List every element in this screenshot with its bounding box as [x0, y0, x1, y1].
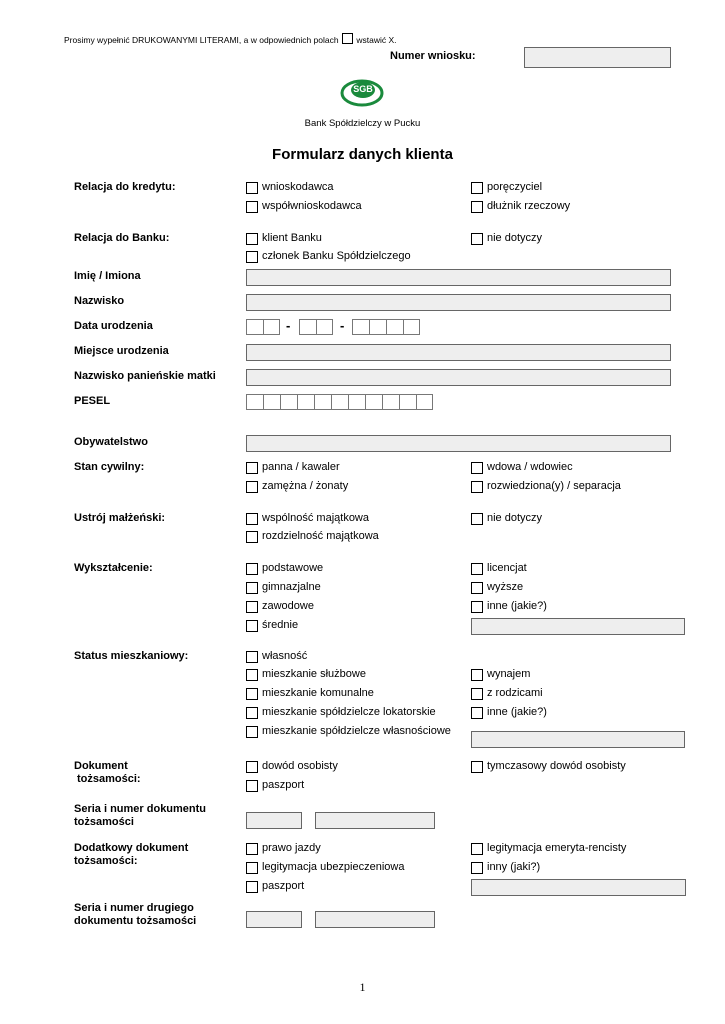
option-wspolwnioskodawca[interactable]: współwnioskodawca	[246, 200, 362, 213]
checkbox[interactable]	[246, 843, 258, 855]
citizenship-field[interactable]	[246, 435, 671, 452]
digit-cell[interactable]	[369, 319, 386, 335]
pesel-cells[interactable]	[246, 394, 433, 410]
option-spoldzielcze-lokatorskie[interactable]: mieszkanie spółdzielcze lokatorskie	[246, 706, 436, 719]
digit-cell[interactable]	[246, 394, 263, 410]
option-poreczyciel[interactable]: poręczyciel	[471, 181, 542, 194]
option-prawo-jazdy[interactable]: prawo jazdy	[246, 842, 321, 855]
additional-document-other-field[interactable]	[471, 879, 686, 896]
fill-instruction	[64, 33, 397, 45]
option-inne-housing[interactable]: inne (jakie?)	[471, 706, 547, 719]
option-inny-additional[interactable]: inny (jaki?)	[471, 861, 540, 874]
digit-cell[interactable]	[352, 319, 369, 335]
checkbox[interactable]	[471, 481, 483, 493]
checkbox[interactable]	[471, 669, 483, 681]
housing-status-label: Status mieszkaniowy:	[74, 650, 189, 662]
checkbox[interactable]	[246, 669, 258, 681]
first-names-label: Imię / Imiona	[74, 270, 141, 282]
option-paszport[interactable]: paszport	[246, 779, 304, 792]
checkbox[interactable]	[471, 761, 483, 773]
checkbox[interactable]	[471, 563, 483, 575]
digit-cell[interactable]	[403, 319, 420, 335]
option-rozwiedziona[interactable]: rozwiedziona(y) / separacja	[471, 480, 621, 493]
option-klient-banku[interactable]: klient Banku	[246, 232, 322, 245]
date-separator: -	[286, 318, 291, 333]
digit-cell[interactable]	[399, 394, 416, 410]
option-czlonek-banku[interactable]: członek Banku Spółdzielczego	[246, 250, 411, 263]
option-legitymacja-ubezpieczeniowa[interactable]: legitymacja ubezpieczeniowa	[246, 861, 404, 874]
option-nie-dotyczy-bank[interactable]: nie dotyczy	[471, 232, 542, 245]
option-panna-kawaler[interactable]: panna / kawaler	[246, 461, 340, 474]
option-podstawowe[interactable]: podstawowe	[246, 562, 323, 575]
digit-cell[interactable]	[316, 319, 333, 335]
education-other-field[interactable]	[471, 618, 685, 635]
checkbox[interactable]	[471, 688, 483, 700]
checkbox[interactable]	[471, 601, 483, 613]
checkbox[interactable]	[246, 881, 258, 893]
id-series-number-label: Seria i numer dokumentu tożsamości	[74, 803, 207, 828]
application-number-field[interactable]	[524, 47, 671, 68]
checkbox[interactable]	[246, 761, 258, 773]
option-zawodowe[interactable]: zawodowe	[246, 600, 314, 613]
option-wlasnosc[interactable]: własność	[246, 650, 307, 663]
surname-field[interactable]	[246, 294, 671, 311]
digit-cell[interactable]	[246, 319, 263, 335]
checkbox[interactable]	[246, 462, 258, 474]
birth-month-cells[interactable]	[299, 319, 333, 335]
checkbox[interactable]	[246, 707, 258, 719]
application-number-label: Numer wniosku:	[390, 50, 476, 62]
second-id-series-number-label: Seria i numer drugiego dokumentu tożsamości	[74, 902, 197, 927]
checkbox[interactable]	[471, 707, 483, 719]
digit-cell[interactable]	[365, 394, 382, 410]
id-number-field[interactable]	[315, 812, 435, 829]
option-rozdzielnosc[interactable]: rozdzielność majątkowa	[246, 530, 379, 543]
checkbox[interactable]	[246, 201, 258, 213]
option-wspolnosc[interactable]: wspólność majątkowa	[246, 512, 369, 525]
instruction-text-before: Prosimy wypełnić DRUKOWANYMI LITERAMI, a w odpowiednich polach	[64, 35, 339, 45]
checkbox[interactable]	[246, 780, 258, 792]
checkbox-icon	[342, 33, 353, 44]
digit-cell[interactable]	[314, 394, 331, 410]
second-id-series-field[interactable]	[246, 911, 302, 928]
checkbox[interactable]	[246, 601, 258, 613]
form-title: Formularz danych klienta	[272, 146, 453, 163]
instruction-text-after: wstawić X.	[356, 35, 397, 45]
birth-year-cells[interactable]	[352, 319, 420, 335]
digit-cell[interactable]	[382, 394, 399, 410]
option-mieszkanie-sluzbowe[interactable]: mieszkanie służbowe	[246, 668, 366, 681]
housing-other-field[interactable]	[471, 731, 685, 748]
first-names-field[interactable]	[246, 269, 671, 286]
mother-maiden-name-field[interactable]	[246, 369, 671, 386]
checkbox[interactable]	[471, 462, 483, 474]
bank-relation-label: Relacja do Banku:	[74, 232, 170, 244]
checkbox[interactable]	[471, 582, 483, 594]
digit-cell[interactable]	[280, 394, 297, 410]
option-mieszkanie-komunalne[interactable]: mieszkanie komunalne	[246, 687, 374, 700]
date-separator: -	[340, 318, 345, 333]
option-licencjat[interactable]: licencjat	[471, 562, 527, 575]
logo-text: SGB	[353, 84, 373, 94]
checkbox[interactable]	[246, 862, 258, 874]
option-wynajem[interactable]: wynajem	[471, 668, 530, 681]
digit-cell[interactable]	[263, 319, 280, 335]
option-zamezna-zonaty[interactable]: zamężna / żonaty	[246, 480, 348, 493]
digit-cell[interactable]	[263, 394, 280, 410]
option-nie-dotyczy-regime[interactable]: nie dotyczy	[471, 512, 542, 525]
option-dluznik-rzeczowy[interactable]: dłużnik rzeczowy	[471, 200, 570, 213]
option-gimnazjalne[interactable]: gimnazjalne	[246, 581, 321, 594]
id-document-label: Dokument tożsamości:	[74, 760, 141, 785]
checkbox[interactable]	[246, 582, 258, 594]
checkbox[interactable]	[246, 620, 258, 632]
checkbox[interactable]	[471, 233, 483, 245]
checkbox[interactable]	[246, 251, 258, 263]
additional-document-label: Dodatkowy dokument tożsamości:	[74, 842, 189, 867]
id-series-field[interactable]	[246, 812, 302, 829]
page-number: 1	[359, 980, 366, 994]
surname-label: Nazwisko	[74, 295, 125, 307]
mother-maiden-name-label: Nazwisko panieńskie matki	[74, 370, 216, 382]
option-z-rodzicami[interactable]: z rodzicami	[471, 687, 543, 700]
checkbox[interactable]	[471, 513, 483, 525]
option-wnioskodawca[interactable]: wnioskodawca	[246, 181, 334, 194]
digit-cell[interactable]	[386, 319, 403, 335]
option-dowod-osobisty[interactable]: dowód osobisty	[246, 760, 338, 773]
citizenship-label: Obywatelstwo	[74, 436, 148, 448]
bank-name: Bank Spółdzielczy w Pucku	[304, 118, 421, 129]
birth-date-label: Data urodzenia	[74, 320, 153, 332]
option-wyzsze[interactable]: wyższe	[471, 581, 523, 594]
checkbox[interactable]	[471, 843, 483, 855]
checkbox[interactable]	[471, 182, 483, 194]
checkbox[interactable]	[246, 726, 258, 738]
option-legitymacja-emeryta[interactable]: legitymacja emeryta-rencisty	[471, 842, 626, 855]
checkbox[interactable]	[471, 862, 483, 874]
checkbox[interactable]	[246, 688, 258, 700]
checkbox[interactable]	[246, 651, 258, 663]
checkbox[interactable]	[246, 563, 258, 575]
birth-place-field[interactable]	[246, 344, 671, 361]
digit-cell[interactable]	[416, 394, 433, 410]
digit-cell[interactable]	[348, 394, 365, 410]
pesel-label: PESEL	[74, 395, 111, 407]
marital-status-label: Stan cywilny:	[74, 461, 145, 473]
birth-place-label: Miejsce urodzenia	[74, 345, 169, 357]
digit-cell[interactable]	[331, 394, 348, 410]
option-srednie[interactable]: średnie	[246, 619, 298, 632]
credit-relation-label: Relacja do kredytu:	[74, 181, 176, 193]
checkbox[interactable]	[471, 201, 483, 213]
education-label: Wykształcenie:	[74, 562, 153, 574]
digit-cell[interactable]	[299, 319, 316, 335]
checkbox[interactable]	[246, 182, 258, 194]
option-paszport-additional[interactable]: paszport	[246, 880, 304, 893]
birth-day-cells[interactable]	[246, 319, 280, 335]
option-tymczasowy-dowod[interactable]: tymczasowy dowód osobisty	[471, 760, 626, 773]
checkbox[interactable]	[246, 513, 258, 525]
checkbox[interactable]	[246, 481, 258, 493]
property-regime-label: Ustrój małżeński:	[74, 512, 166, 524]
checkbox[interactable]	[246, 531, 258, 543]
option-spoldzielcze-wlasnosciowe[interactable]: mieszkanie spółdzielcze własnościowe	[246, 725, 451, 738]
sgb-logo	[338, 76, 388, 108]
option-wdowa-wdowiec[interactable]: wdowa / wdowiec	[471, 461, 573, 474]
checkbox[interactable]	[246, 233, 258, 245]
second-id-number-field[interactable]	[315, 911, 435, 928]
option-inne-education[interactable]: inne (jakie?)	[471, 600, 547, 613]
digit-cell[interactable]	[297, 394, 314, 410]
